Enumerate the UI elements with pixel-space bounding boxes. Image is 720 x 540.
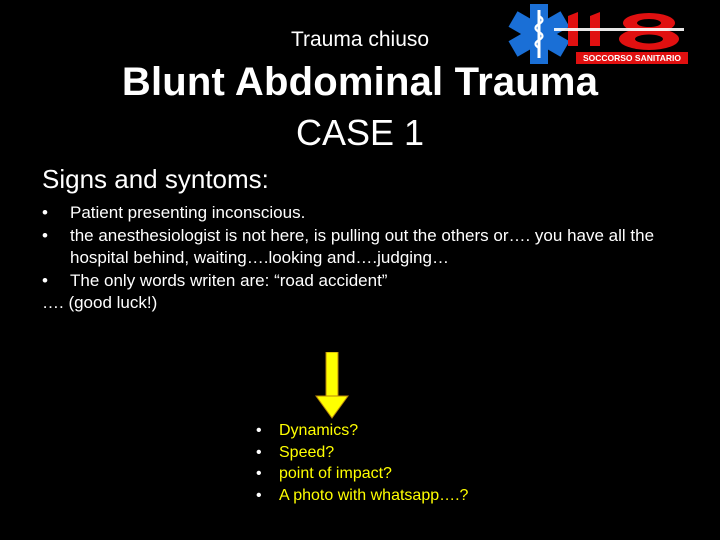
logo-caption: SOCCORSO SANITARIO <box>582 53 682 63</box>
closing-line: …. (good luck!) <box>42 293 158 312</box>
signs-heading: Signs and syntoms: <box>42 164 269 194</box>
case-label: CASE 1 <box>295 112 425 153</box>
bullet-icon: • <box>256 486 262 504</box>
bullet-icon: • <box>42 270 48 290</box>
question-text: A photo with whatsapp….? <box>279 486 469 504</box>
bullet-icon: • <box>42 225 48 245</box>
list-item <box>256 463 576 485</box>
bullet-list <box>42 202 702 315</box>
page-title: Blunt Abdominal Trauma <box>121 60 599 104</box>
list-item <box>42 225 702 270</box>
bullet-text: Patient presenting inconscious. <box>70 203 306 222</box>
bullet-icon: • <box>256 422 262 439</box>
question-text: point of impact? <box>279 465 392 482</box>
question-list <box>256 420 576 506</box>
bullet-text: the anesthesiologist is not here, is pulling out the others or…. you have all the hospital behind, waiting….looking and….judging… <box>70 225 655 267</box>
question-text: Speed? <box>279 443 335 461</box>
italian-subtitle: Trauma chiuso <box>290 28 430 51</box>
list-item <box>42 270 702 293</box>
down-arrow-icon <box>314 352 350 420</box>
list-item <box>42 202 702 225</box>
number-118-mark <box>554 12 684 50</box>
bullet-icon: • <box>256 443 262 461</box>
list-item <box>256 485 576 507</box>
emergency-118-logo <box>494 2 694 68</box>
list-item <box>256 420 576 442</box>
bullet-icon: • <box>256 465 262 482</box>
bullet-text: The only words writen are: “road accident” <box>70 270 388 290</box>
star-of-life-icon <box>509 4 570 64</box>
bullet-icon: • <box>42 203 48 222</box>
list-item <box>256 442 576 464</box>
question-text: Dynamics? <box>279 422 359 439</box>
